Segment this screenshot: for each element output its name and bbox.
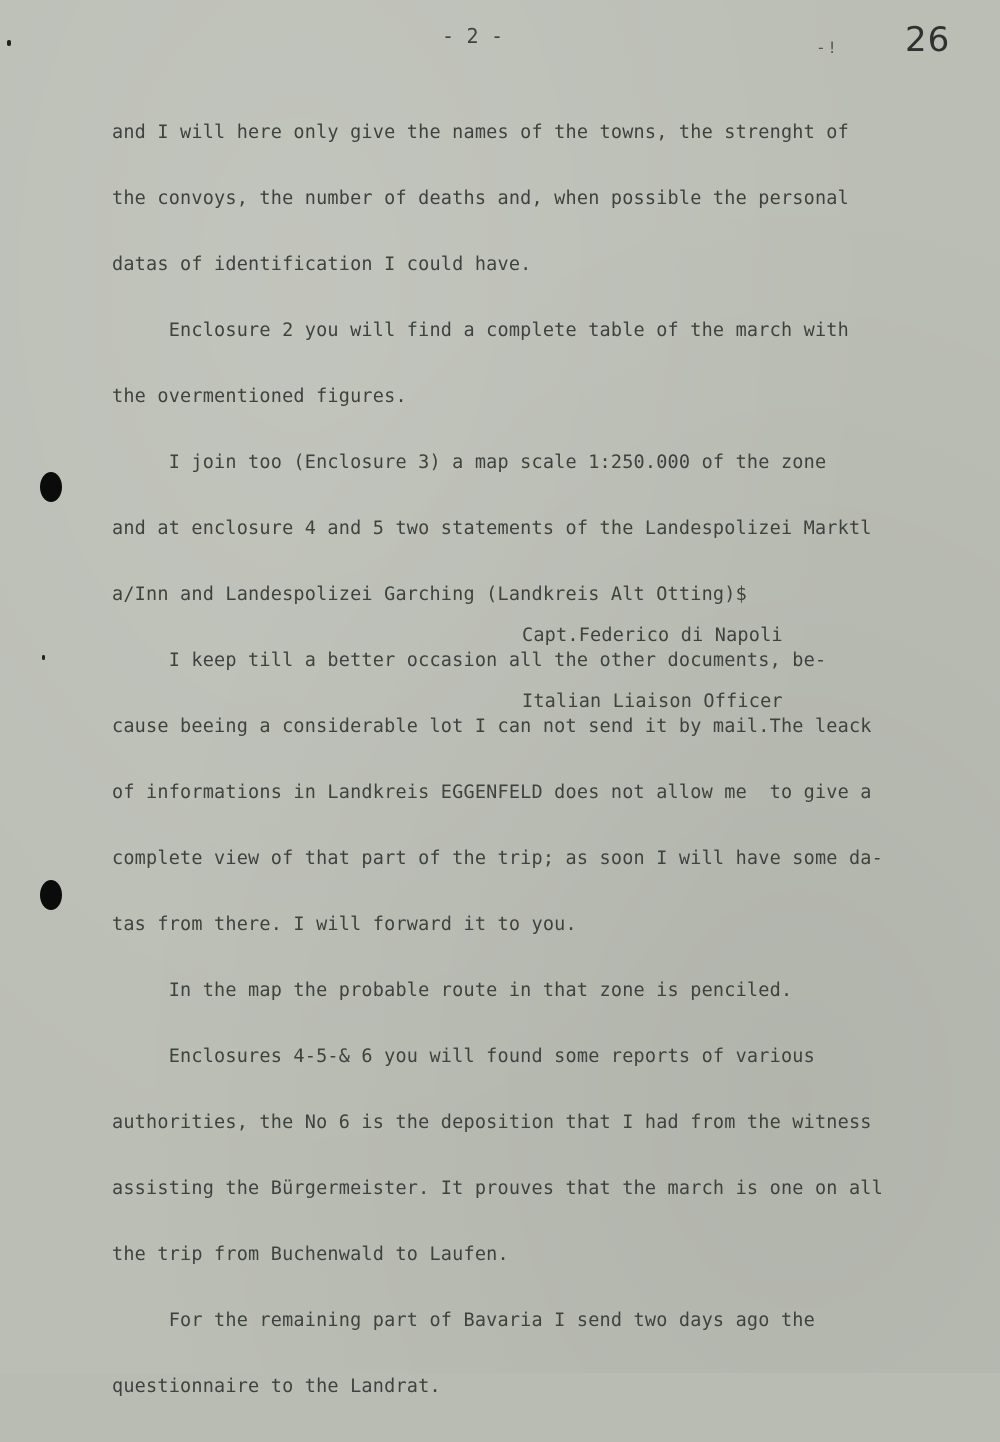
body-line: complete view of that part of the trip; as soon I will have some da- [112, 848, 883, 869]
body-line: the trip from Buchenwald to Laufen. [112, 1244, 509, 1265]
body-line: a/Inn and Landespolizei Garching (Landkreis Alt Otting)$ [112, 584, 747, 605]
body-line: questionnaire to the Landrat. [112, 1376, 441, 1397]
body-line: the overmentioned figures. [112, 386, 407, 407]
letter-body [112, 78, 883, 1442]
body-line: In the map the probable route in that zone is penciled. [112, 980, 793, 1001]
body-line: the convoys, the number of deaths and, when possible the personal [112, 188, 849, 209]
body-line: authorities, the No 6 is the deposition that I had from the witness [112, 1112, 872, 1133]
signature-block [522, 581, 783, 757]
body-line: Enclosures 4-5-& 6 you will found some reports of various [112, 1046, 815, 1067]
punch-hole [40, 472, 62, 502]
body-line: and at enclosure 4 and 5 two statements of the Landespolizei Marktl [112, 518, 872, 539]
body-line: datas of identification I could have. [112, 254, 532, 275]
signature-name: Capt.Federico di Napoli [522, 625, 783, 646]
signature-title: Italian Liaison Officer [522, 691, 783, 712]
body-line: and I will here only give the names of the towns, the strenght of [112, 122, 849, 143]
body-line: cause beeing a considerable lot I can not send it by mail.The leack [112, 716, 872, 737]
body-line: of informations in Landkreis EGGENFELD does not allow me to give a [112, 782, 872, 803]
body-line: Enclosure 2 you will find a complete table of the march with [112, 320, 849, 341]
body-line: tas from there. I will forward it to you. [112, 914, 577, 935]
ink-speck [42, 655, 45, 660]
body-line: For the remaining part of Bavaria I send two days ago the [112, 1310, 815, 1331]
ink-speck [7, 40, 11, 46]
body-line: I keep till a better occasion all the other documents, be- [112, 650, 827, 671]
page-number: - 2 - [442, 24, 504, 48]
folio-number: 26 [905, 20, 951, 60]
body-line: assisting the Bürgermeister. It prouves that the march is one on all [112, 1178, 883, 1199]
punch-hole [40, 880, 62, 910]
folio-mark: - ! [818, 38, 836, 57]
body-line: I join too (Enclosure 3) a map scale 1:250.000 of the zone [112, 452, 827, 473]
